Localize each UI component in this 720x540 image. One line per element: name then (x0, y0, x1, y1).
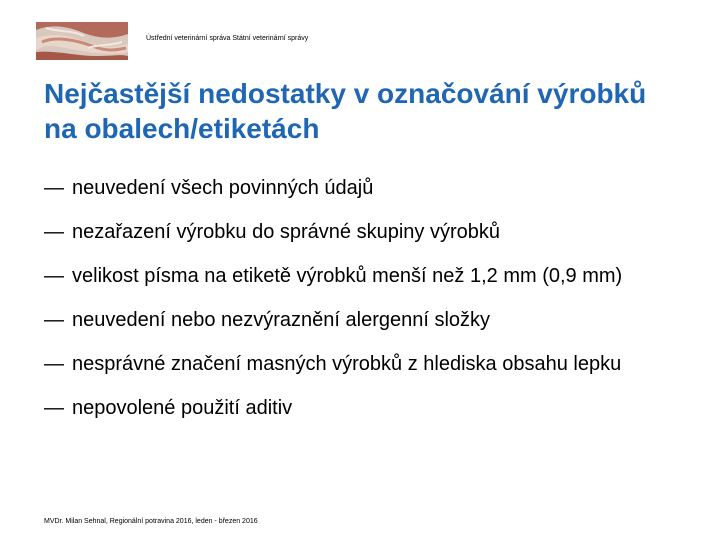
dash-bullet-icon: — (44, 265, 64, 287)
footer-note: MVDr. Milan Sehnal, Regionální potravina 2016, leden - březen 2016 (44, 518, 258, 525)
bullet-list (44, 176, 692, 440)
list-item (44, 308, 692, 332)
list-item-text: neuvedení všech povinných údajů (72, 177, 374, 199)
list-item-text: nepovolené použití aditiv (72, 397, 293, 419)
slide-title: Nejčastější nedostatky v označování výrobků na obalech/etiketách (44, 78, 647, 144)
list-item-text: nesprávné značení masných výrobků z hlediska obsahu lepku (72, 353, 622, 375)
list-item (44, 352, 692, 376)
dash-bullet-icon: — (44, 353, 64, 375)
list-item-text: nezařazení výrobku do správné skupiny výrobků (72, 221, 501, 243)
list-item-text: neuvedení nebo nezvýraznění alergenní složky (72, 309, 491, 331)
list-item (44, 264, 692, 288)
meat-photo (36, 22, 128, 60)
dash-bullet-icon: — (44, 309, 64, 331)
list-item (44, 176, 692, 200)
dash-bullet-icon: — (44, 177, 64, 199)
list-item-text: velikost písma na etiketě výrobků menší než 1,2 mm (0,9 mm) (72, 265, 623, 287)
dash-bullet-icon: — (44, 397, 64, 419)
dash-bullet-icon: — (44, 221, 64, 243)
list-item (44, 396, 692, 420)
list-item (44, 220, 692, 244)
header-caption: Ústřední veterinární správa Státní veterinární správy (146, 35, 309, 42)
